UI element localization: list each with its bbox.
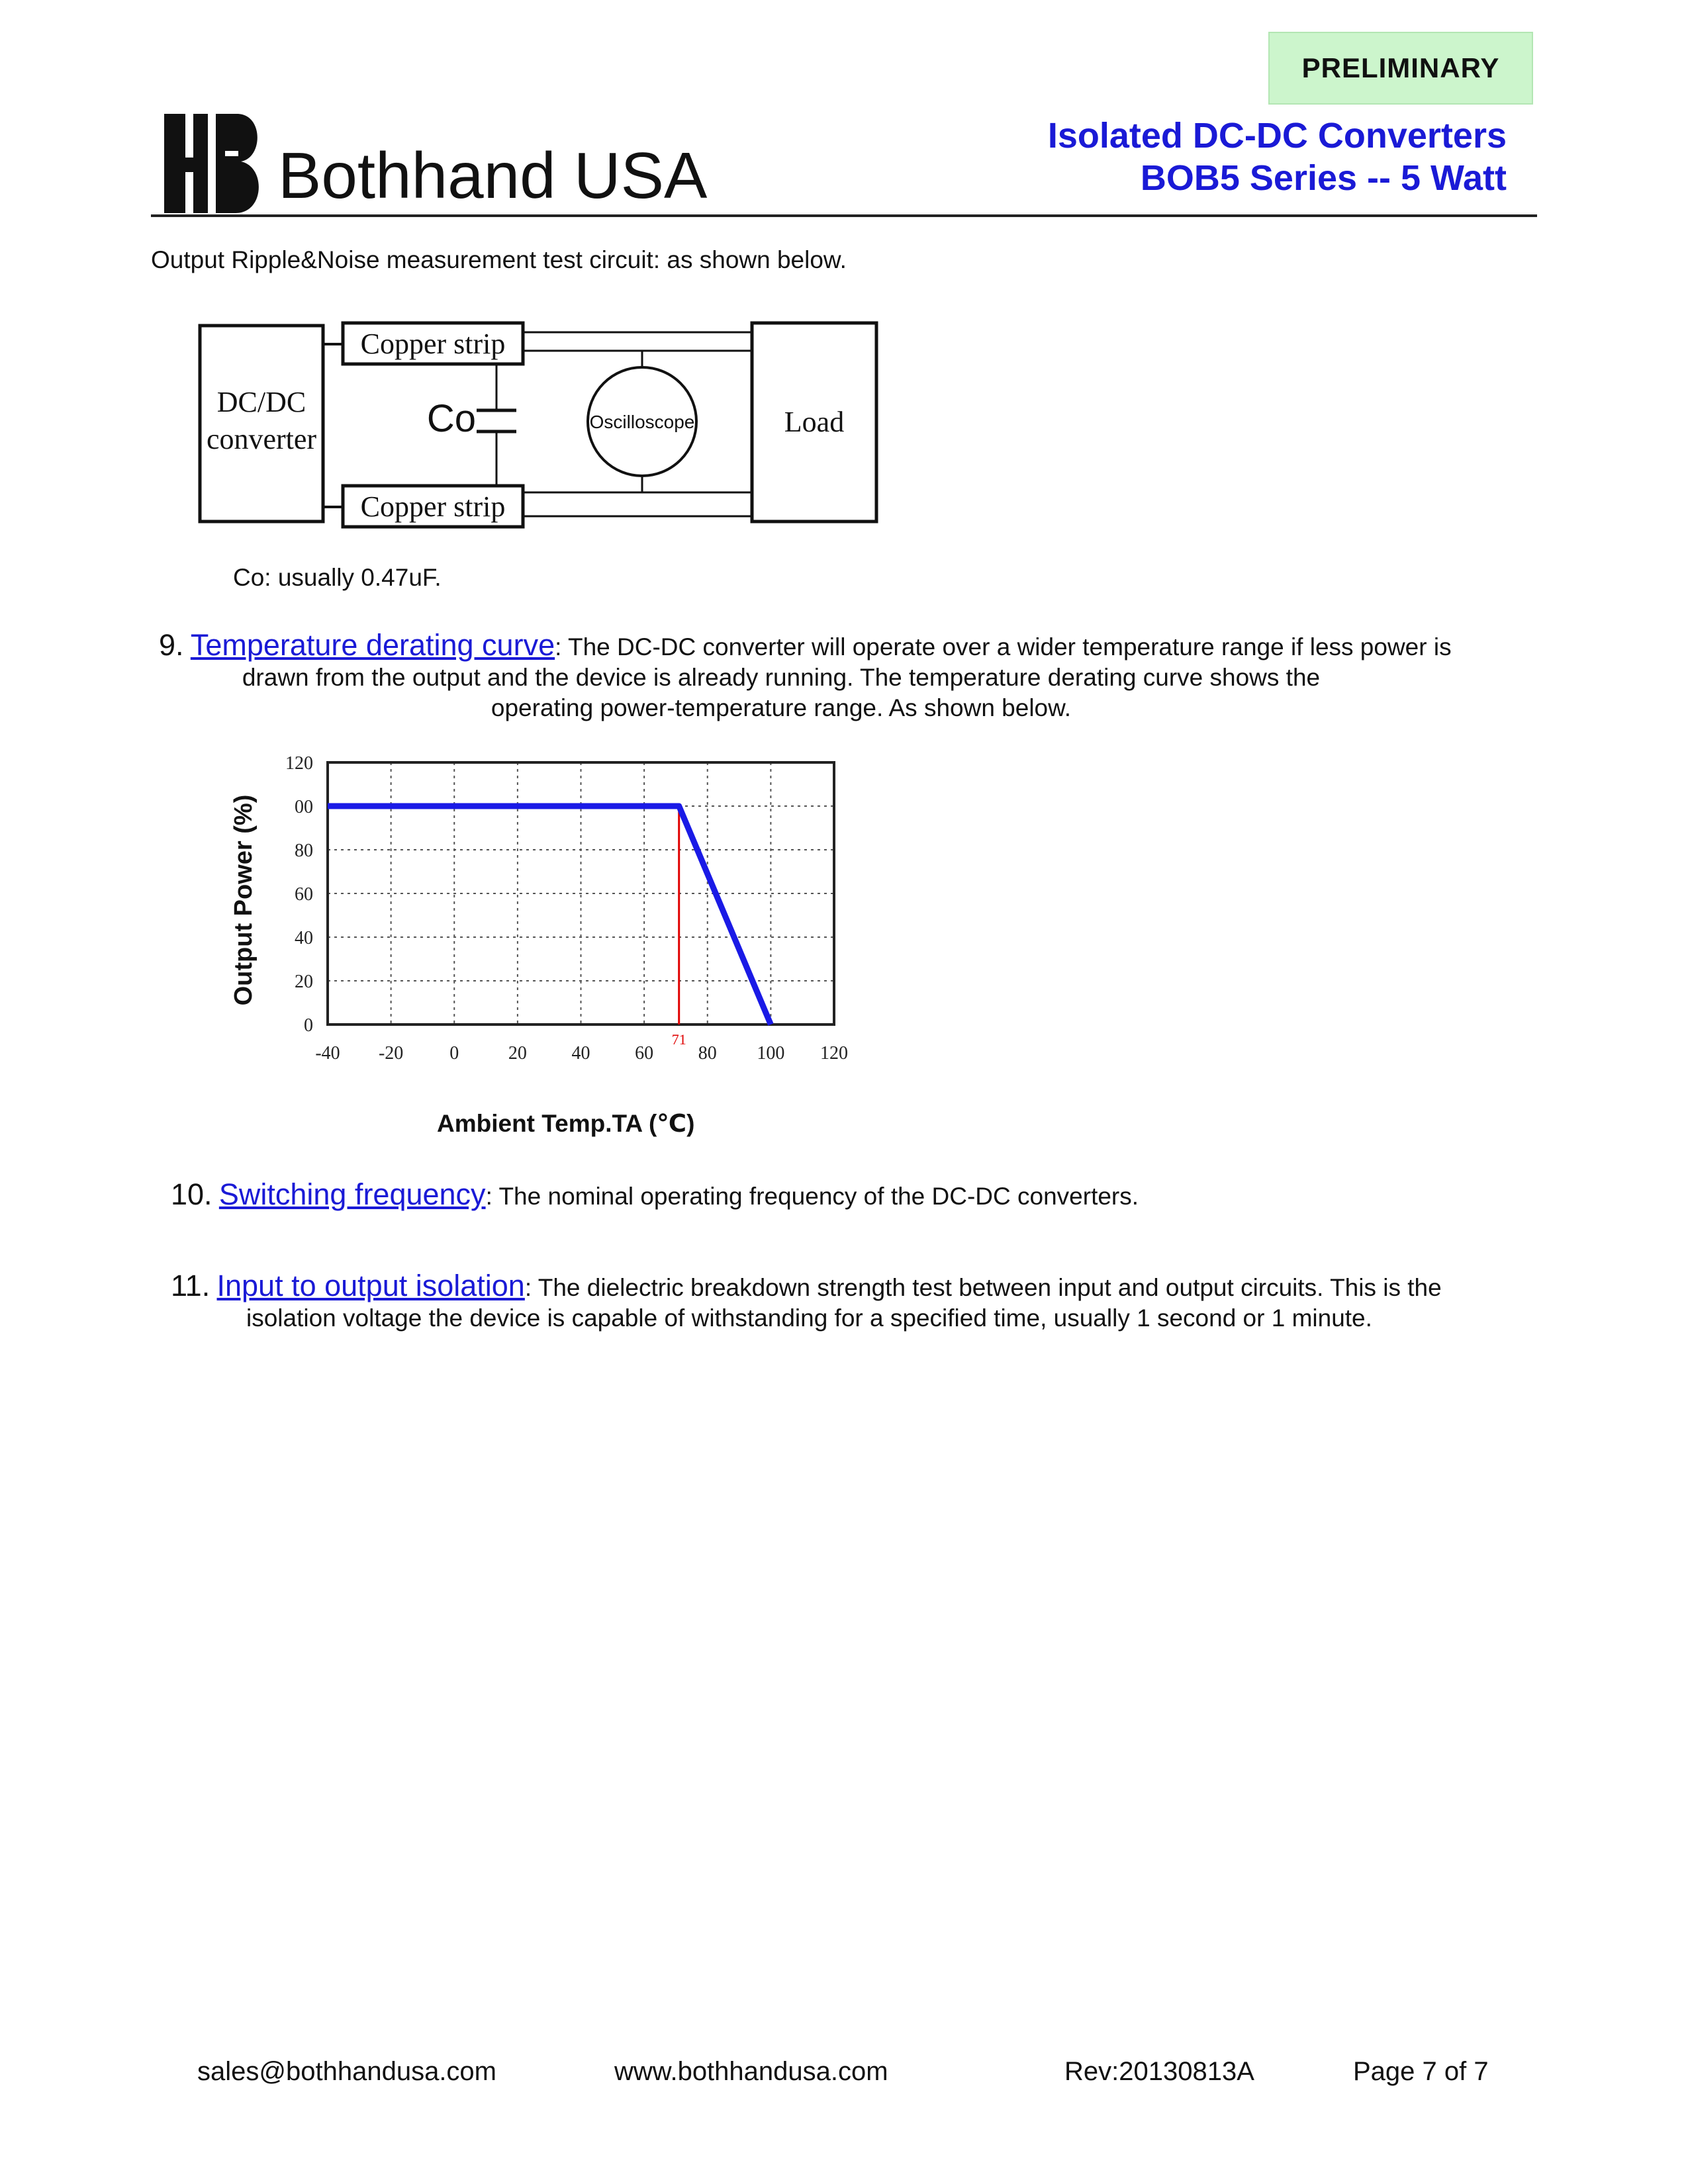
item-text: : The nominal operating frequency of the DC-DC converters.	[485, 1183, 1139, 1210]
x-tick-label: -40	[315, 1043, 340, 1064]
y-tick-label: 80	[295, 841, 313, 861]
x-tick-label: 0	[449, 1043, 459, 1064]
footer-email[interactable]: sales@bothhandusa.com	[197, 2057, 496, 2086]
item-text: : The dielectric breakdown strength test between input and output circuits. This is the	[524, 1274, 1442, 1301]
y-tick-label: 0	[304, 1015, 313, 1036]
input-output-isolation-link[interactable]: Input to output isolation	[216, 1269, 525, 1302]
item-temperature-derating	[152, 630, 1536, 723]
item-switching-frequency	[171, 1179, 1554, 1212]
derating-curve	[328, 806, 771, 1024]
doc-subtitle: BOB5 Series -- 5 Watt	[1140, 158, 1507, 198]
derating-knee-label: 71	[671, 1031, 686, 1048]
copper-bottom-label: Copper strip	[360, 490, 506, 523]
copper-top-label: Copper strip	[360, 328, 506, 360]
item-number: 11.	[171, 1269, 211, 1302]
x-tick-label: -20	[378, 1043, 404, 1064]
switching-frequency-link[interactable]: Switching frequency	[218, 1177, 486, 1211]
footer-website[interactable]: www.bothhandusa.com	[614, 2057, 888, 2086]
status-badge: PRELIMINARY	[1268, 32, 1533, 105]
item-input-output-isolation	[171, 1271, 1536, 1334]
x-tick-label: 40	[571, 1043, 590, 1064]
x-tick-label: 120	[820, 1043, 848, 1064]
x-tick-label: 80	[698, 1043, 717, 1064]
item-number: 9.	[159, 628, 184, 662]
capacitor-label: Co	[426, 397, 477, 440]
dcdc-label-line1: DC/DC	[216, 386, 306, 418]
y-tick-label: 20	[295, 972, 313, 992]
x-tick-label: 100	[757, 1043, 785, 1064]
x-tick-label: 20	[508, 1043, 527, 1064]
logo-b-notch	[225, 151, 238, 156]
chart-y-label: Output Power (%)	[230, 794, 258, 1006]
footer-page-number: Page 7 of 7	[1353, 2057, 1489, 2086]
doc-title: Isolated DC-DC Converters	[1047, 116, 1507, 156]
dcdc-label-line2: converter	[206, 423, 317, 455]
intro-text: Output Ripple&Noise measurement test circuit: as shown below.	[151, 246, 847, 273]
x-tick-label: 60	[635, 1043, 654, 1064]
item-number: 10.	[171, 1177, 212, 1211]
brand-name: Bothhand USA	[278, 139, 708, 212]
item-text: : The DC-DC converter will operate over a wider temperature range if less power is	[555, 633, 1452, 660]
ripple-test-circuit	[192, 318, 894, 536]
item-text-cont: isolation voltage the device is capable of withstanding for a specified time, usually 1 second or 1 minute.	[246, 1304, 1372, 1332]
y-tick-label: 00	[295, 797, 313, 817]
chart-x-label: Ambient Temp.TA (℃)	[437, 1110, 695, 1137]
oscilloscope-label: Oscilloscope	[589, 412, 695, 432]
header-divider	[151, 214, 1537, 217]
brand-logo	[164, 114, 263, 213]
derating-chart	[225, 747, 887, 1157]
load-label: Load	[784, 406, 845, 438]
logo-b-shape	[216, 114, 259, 213]
capacitor-note: Co: usually 0.47uF.	[233, 564, 442, 591]
item-text-cont: drawn from the output and the device is already running. The temperature derating curve shows the operating power-temperature range. As shown below.	[242, 664, 1321, 721]
y-tick-label: 40	[295, 928, 313, 948]
y-tick-label: 60	[295, 884, 313, 905]
temperature-derating-link[interactable]: Temperature derating curve	[190, 628, 555, 662]
logo-crossbar	[164, 158, 208, 172]
y-tick-label: 120	[285, 753, 313, 774]
footer-revision: Rev:20130813A	[1064, 2057, 1254, 2086]
